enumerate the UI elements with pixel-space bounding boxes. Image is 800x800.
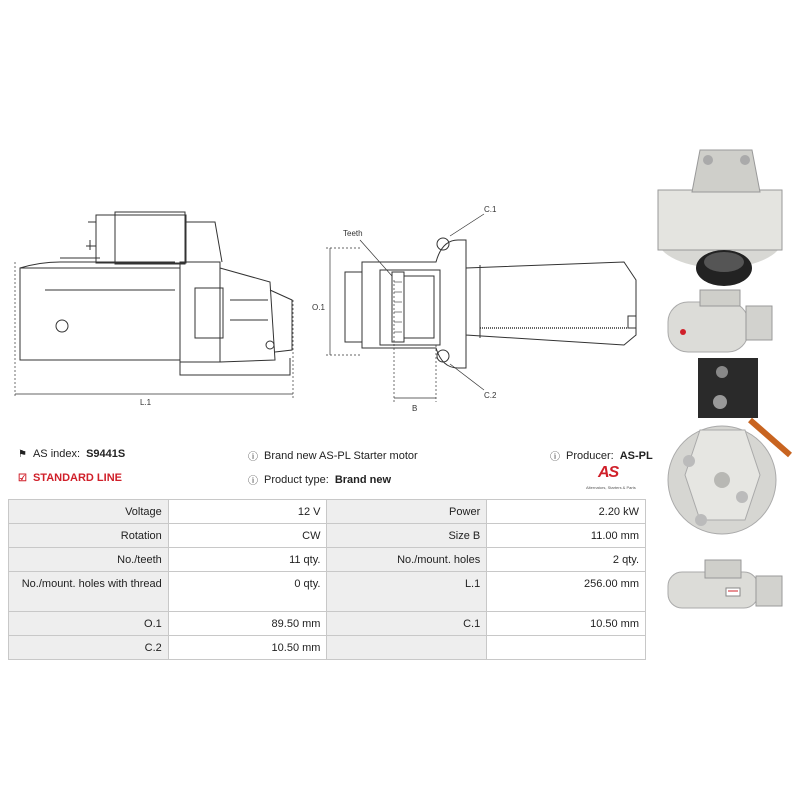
spec-key: No./mount. holes [327,548,487,572]
as-index-label: AS index: [32,448,81,460]
info-icon: ⓘ [248,476,258,487]
standard-line-text: STANDARD LINE [32,472,122,484]
spec-value [487,636,646,660]
spec-value: CW [168,524,327,548]
spec-key: Voltage [9,500,169,524]
spec-value: 2.20 kW [487,500,646,524]
table-row [9,636,646,660]
producer [550,448,653,463]
logo-tagline: Alternators, Starters & Parts [586,485,636,490]
table-row [9,500,646,524]
as-index-value: S9441S [86,448,126,460]
tag-icon: ⚑ [18,448,27,460]
spec-value: 11 qty. [168,548,327,572]
table-row [9,572,646,612]
c1-label: C.1 [484,205,497,214]
side-view-drawing [20,212,292,375]
front-view-drawing [345,238,636,368]
spec-key: C.1 [327,612,487,636]
spec-value: 10.50 mm [487,612,646,636]
checkbox-icon: ☑ [18,472,27,484]
l1-dimension [15,262,293,398]
c2-label: C.2 [484,391,497,400]
photo-perspective-view [668,560,782,608]
producer-label: Producer: [566,449,614,462]
product-type-value: Brand new [334,473,392,486]
spec-value: 256.00 mm [487,572,646,612]
table-row [9,524,646,548]
l1-label: L.1 [140,398,152,407]
description [248,448,418,463]
spec-key: O.1 [9,612,169,636]
table-row [9,612,646,636]
photo-side-view [668,290,772,352]
standard-line [18,472,122,484]
table-row [9,548,646,572]
b-label: B [412,404,418,413]
photo-top-view [658,150,782,286]
spec-value: 10.50 mm [168,636,327,660]
spec-key: No./mount. holes with thread [9,572,169,612]
teeth-label: Teeth [343,229,363,238]
spec-value: 89.50 mm [168,612,327,636]
spec-key: No./teeth [9,548,169,572]
spec-value: 2 qty. [487,548,646,572]
description-text: Brand new AS-PL Starter motor [264,449,418,462]
logo-brand: AS [598,464,619,481]
spec-value: 11.00 mm [487,524,646,548]
as-pl-logo [586,464,650,494]
photo-end-view [668,358,790,534]
spec-key: Size B [327,524,487,548]
o1-label: O.1 [312,303,325,312]
info-icon: ⓘ [550,452,560,463]
spec-key: L.1 [327,572,487,612]
spec-key: Power [327,500,487,524]
as-index [18,448,125,460]
producer-value: AS-PL [619,449,653,462]
info-icon: ⓘ [248,452,258,463]
spec-table [8,499,646,660]
product-type-label: Product type: [264,473,329,486]
product-type [248,472,391,487]
spec-value: 0 qty. [168,572,327,612]
teeth-hatch [394,282,402,332]
spec-key: Rotation [9,524,169,548]
spec-key [327,636,487,660]
spec-key: C.2 [9,636,169,660]
spec-value: 12 V [168,500,327,524]
front-dimensions [326,214,484,402]
